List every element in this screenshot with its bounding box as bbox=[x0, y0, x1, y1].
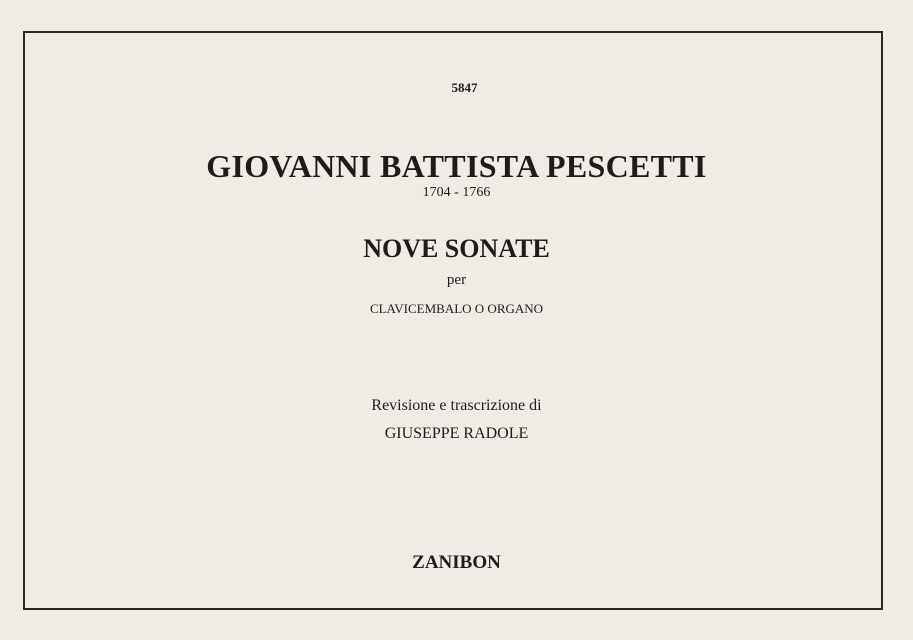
per-text: per bbox=[446, 272, 467, 288]
editor-name: GIUSEPPE RADOLE bbox=[384, 425, 529, 442]
instrumentation: CLAVICEMBALO O ORGANO bbox=[369, 301, 544, 316]
work-title: NOVE SONATE bbox=[363, 234, 550, 263]
publisher-name: ZANIBON bbox=[412, 552, 501, 573]
cover-border-frame bbox=[23, 31, 883, 610]
composer-dates: 1704 - 1766 bbox=[422, 185, 491, 200]
composer-name: GIOVANNI BATTISTA PESCETTI bbox=[206, 148, 707, 184]
catalog-number: 5847 bbox=[451, 80, 478, 95]
revision-credit: Revisione e trascrizione di bbox=[371, 397, 542, 414]
